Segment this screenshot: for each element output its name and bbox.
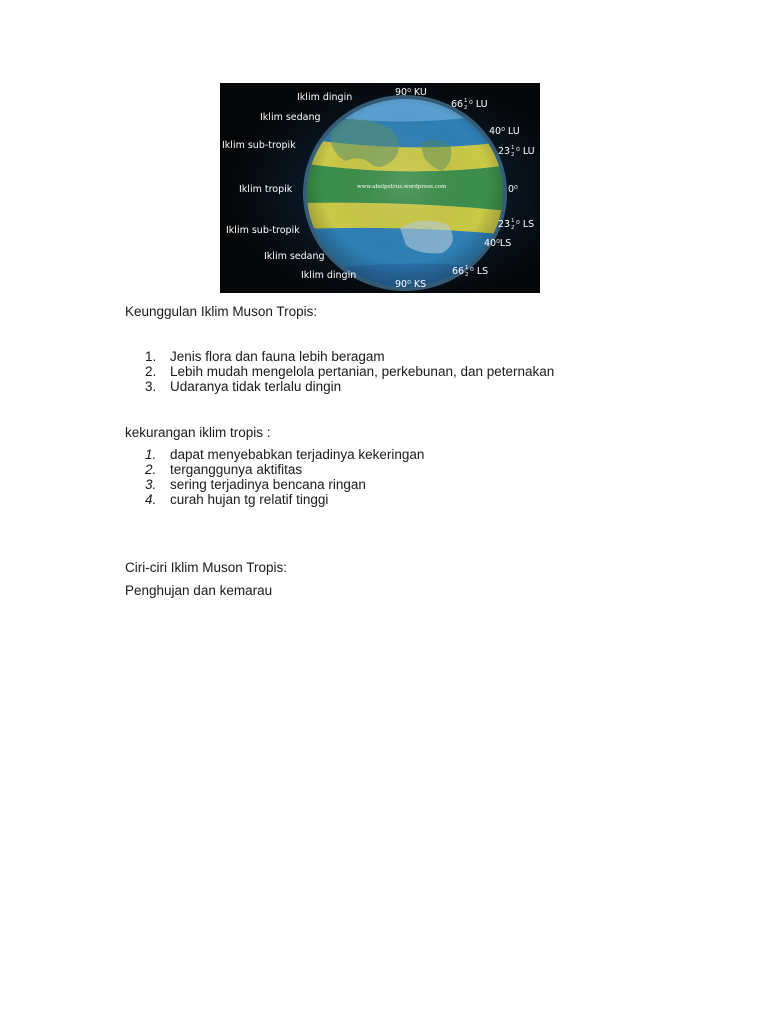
svg-text:2: 2	[511, 152, 515, 158]
label-90-ks: 90⁰ KS	[395, 279, 427, 290]
list-item-text: dapat menyebabkan terjadinya kekeringan	[170, 447, 425, 462]
label-iklim-dingin-top: Iklim dingin	[297, 92, 353, 103]
list-item-text: Udaranya tidak terlalu dingin	[170, 379, 342, 394]
svg-text:⁰ LU: ⁰ LU	[469, 99, 488, 110]
watermark-text: www.abelpetrus.wordpress.com	[357, 184, 447, 190]
label-66-lu	[451, 98, 488, 111]
list-item-number: 3.	[145, 379, 157, 394]
climate-zones-figure	[220, 83, 540, 293]
label-iklim-dingin-bottom: Iklim dingin	[301, 270, 357, 281]
label-iklim-sedang-bottom: Iklim sedang	[264, 251, 325, 262]
svg-text:2: 2	[465, 272, 469, 278]
keunggulan-list	[145, 349, 554, 394]
list-item-text: terganggunya aktifitas	[170, 462, 303, 477]
list-item	[145, 492, 424, 507]
list-item-text: Jenis flora dan fauna lebih beragam	[170, 349, 385, 364]
list-item	[145, 447, 424, 462]
list-item-number: 3.	[145, 477, 157, 492]
globe-diagram	[220, 83, 540, 293]
svg-text:⁰ LS: ⁰ LS	[516, 219, 535, 230]
label-90-ku: 90⁰ KU	[395, 87, 427, 98]
kekurangan-title: kekurangan iklim tropis :	[125, 425, 271, 440]
svg-text:1: 1	[465, 265, 469, 271]
label-40-ls: 40⁰LS	[484, 238, 512, 249]
list-item	[145, 462, 424, 477]
label-23-ls	[498, 218, 534, 231]
label-equator: 0⁰	[508, 184, 518, 195]
kekurangan-list	[145, 447, 424, 507]
list-item	[145, 349, 554, 364]
ciri-title: Ciri-ciri Iklim Muson Tropis:	[125, 560, 288, 575]
svg-text:⁰ LS: ⁰ LS	[470, 266, 489, 277]
keunggulan-title: Keunggulan Iklim Muson Tropis:	[125, 304, 318, 319]
label-iklim-subtropik-top: Iklim sub-tropik	[222, 140, 296, 151]
svg-text:66: 66	[452, 266, 465, 277]
list-item-text: sering terjadinya bencana ringan	[170, 477, 366, 492]
list-item-number: 4.	[145, 492, 157, 507]
ciri-text: Penghujan dan kemarau	[125, 583, 273, 598]
list-item-number: 2.	[145, 364, 157, 379]
svg-text:1: 1	[511, 145, 515, 151]
svg-text:23: 23	[498, 146, 511, 157]
svg-text:1: 1	[511, 218, 515, 224]
label-iklim-tropik: Iklim tropik	[239, 184, 293, 195]
svg-text:1: 1	[464, 98, 468, 104]
list-item-number: 2.	[145, 462, 157, 477]
list-item-number: 1.	[145, 349, 157, 364]
svg-text:2: 2	[464, 105, 468, 111]
label-iklim-subtropik-bottom: Iklim sub-tropik	[226, 225, 300, 236]
svg-text:2: 2	[511, 225, 515, 231]
list-item	[145, 379, 554, 394]
label-iklim-sedang-top: Iklim sedang	[260, 112, 321, 123]
svg-text:23: 23	[498, 219, 511, 230]
list-item-text: Lebih mudah mengelola pertanian, perkebunan, dan peternakan	[170, 364, 555, 379]
svg-text:66: 66	[451, 99, 464, 110]
label-23-lu	[498, 145, 535, 158]
svg-text:⁰ LU: ⁰ LU	[516, 146, 535, 157]
list-item	[145, 477, 424, 492]
globe-shading	[307, 99, 503, 287]
list-item-text: curah hujan tg relatif tinggi	[170, 492, 329, 507]
list-item-number: 1.	[145, 447, 157, 462]
list-item	[145, 364, 554, 379]
label-40-lu: 40⁰ LU	[489, 126, 520, 137]
label-66-ls	[452, 265, 488, 278]
